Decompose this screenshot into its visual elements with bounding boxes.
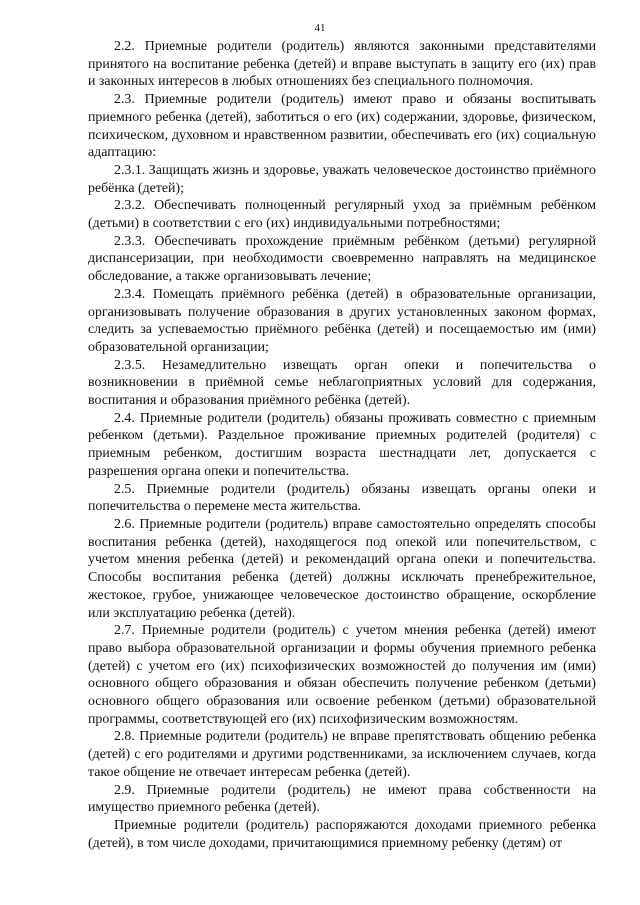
paragraph-2-3-3: 2.3.3. Обеспечивать прохождение приёмным ребёнком (детьми) регулярной диспансеризации, при необходимости своевременно направлять на медицинское обследование, а также организовывать лечение;: [88, 233, 596, 285]
paragraph-2-3-5: 2.3.5. Незамедлительно извещать орган опеки и попечительства о возникновении в приёмной семье неблагоприятных условий для содержания, воспитания и образования приёмного ребёнка (детей).: [88, 357, 596, 409]
paragraph-2-4: 2.4. Приемные родители (родитель) обязаны проживать совместно с приемным ребенком (детьми). Раздельное проживание приемных родителей (родителя) с приемным ребенком, достигшим возраста шестнадцати лет, допускается с разрешения органа опеки и попечительства.: [88, 410, 596, 479]
paragraph-2-3-1: 2.3.1. Защищать жизнь и здоровье, уважать человеческое достоинство приёмного ребёнка (детей);: [88, 162, 596, 196]
paragraph-2-8: 2.8. Приемные родители (родитель) не вправе препятствовать общению ребенка (детей) с его родителями и другими родственниками, за исключением случаев, когда такое общение не отвечает интересам ребенка (детей).: [88, 729, 596, 780]
paragraph-2-7: 2.7. Приемные родители (родитель) с учетом мнения ребенка (детей) имеют право выбора образовательной организации и формы обучения приемного ребенка (детей) с учетом его (их) психофизических возможностей до получения им (ими) основного общего образования и обязан обеспечить получение ребенком (детьми) основного общего образования или освоение ребенком (детьми) образовательной программы, соответствующей его (их) психофизическим возможностям.: [88, 623, 596, 727]
paragraph-2-5: 2.5. Приемные родители (родитель) обязаны извещать органы опеки и попечительства о перемене места жительства.: [88, 481, 596, 515]
document-body: [88, 38, 596, 852]
paragraph-2-9: 2.9. Приемные родители (родитель) не имеют права собственности на имущество приемного ребенка (детей).: [88, 782, 596, 816]
paragraph-2-3: 2.3. Приемные родители (родитель) имеют право и обязаны воспитывать приемного ребенка (детей), заботиться о его (их) содержании, здоровье, физическом, психическом, духовном и нравственном развитии, обеспечивать его (их) социальную адаптацию:: [88, 92, 596, 161]
paragraph-income: Приемные родители (родитель) распоряжаются доходами приемного ребенка (детей), в том числе доходами, причитающимися приемному ребенку (детям) от: [88, 817, 596, 851]
page-number: 41: [314, 22, 326, 34]
paragraph-2-6: 2.6. Приемные родители (родитель) вправе самостоятельно определять способы воспитания ребенка (детей), находящегося под опекой или попечительством, с учетом мнения ребенка (детей) и рекомендаций органа опеки и попечительства. Способы воспитания ребенка (детей) должны исключать пренебрежительное, жестокое, грубое, унижающее человеческое достоинство обращение, оскорбление или эксплуатацию ребенка (детей).: [88, 516, 596, 621]
paragraph-2-3-2: 2.3.2. Обеспечивать полноценный регулярный уход за приёмным ребёнком (детьми) в соответствии с его (их) индивидуальными потребностями;: [88, 198, 596, 232]
paragraph-2-2: 2.2. Приемные родители (родитель) являются законными представителями принятого на воспитание ребенка (детей) и вправе выступать в защиту его (их) прав и законных интересов в любых отношениях без специального полномочия.: [88, 39, 596, 90]
paragraph-2-3-4: 2.3.4. Помещать приёмного ребёнка (детей) в образовательные организации, организовывать получение образования в других установленных законом формах, следить за успеваемостью приёмного ребёнка (детей) и посещаемостью им (ими) образовательной организации;: [88, 286, 596, 355]
